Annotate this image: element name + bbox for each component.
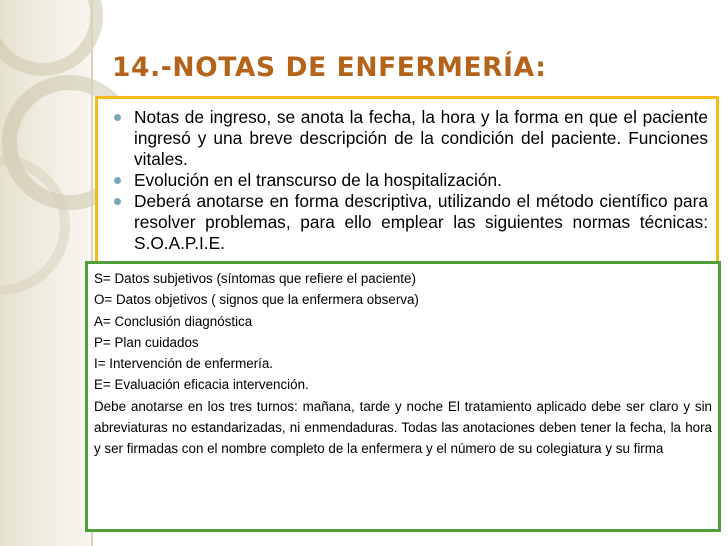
bullet-item (114, 170, 708, 191)
bullet-list-box (95, 96, 719, 268)
soap-instructions-paragraph: Debe anotarse en los tres turnos: mañana, tarde y noche El tratamiento aplicado debe ser claro y sin abreviaturas no estandarizadas, ni enmendaduras. Todas las anotaciones deben tener la fecha, la hora y ser firmadas con el nombre completo de la enfermera y el número de su colegiatura y su firma (94, 398, 712, 457)
bullet-text: Deberá anotarse en forma descriptiva, utilizando el método científico para resolver problemas, para ello emplear las siguientes normas técnicas: S.O.A.P.I.E. (134, 191, 708, 253)
slide-title: 14.-NOTAS DE ENFERMERÍA: (112, 52, 547, 83)
bullet-text: Notas de ingreso, se anota la fecha, la hora y la forma en que el paciente ingresó y una breve descripción de la condición del paciente. Funciones vitales. (134, 107, 708, 169)
bullet-marker-icon (114, 114, 121, 121)
decorative-ring (0, 0, 103, 76)
bullet-text: Evolución en el transcurso de la hospitalización. (134, 170, 502, 190)
soap-line-s: S= Datos subjetivos (síntomas que refiere el paciente) (94, 271, 416, 286)
bullet-marker-icon (114, 198, 121, 205)
soap-line-p: P= Plan cuidados (94, 334, 199, 350)
decorative-side-band (0, 0, 92, 546)
bullet-item (114, 107, 708, 170)
soap-line-e: E= Evaluación eficacia intervención. (94, 377, 309, 393)
soap-line-i: I= Intervención de enfermería. (94, 356, 274, 372)
soap-line-o: O= Datos objetivos ( signos que la enfermera observa) (94, 292, 419, 308)
soap-line-a: A= Conclusión diagnóstica (94, 313, 253, 329)
bullet-marker-icon (114, 177, 121, 184)
bullet-item (114, 191, 708, 254)
soap-definitions-box (85, 261, 721, 532)
